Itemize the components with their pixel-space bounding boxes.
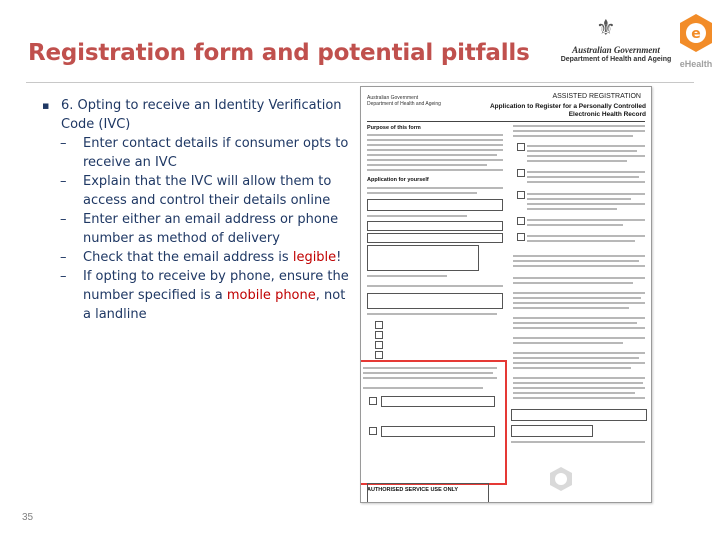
form-text-line bbox=[513, 260, 639, 262]
form-checkbox bbox=[369, 397, 377, 405]
ehealth-logo-label: eHealth bbox=[679, 59, 713, 69]
form-field-box bbox=[367, 199, 503, 211]
form-text-line bbox=[527, 235, 645, 237]
form-checkbox bbox=[517, 143, 525, 151]
form-text-line bbox=[513, 135, 633, 137]
form-text-line bbox=[527, 181, 645, 183]
form-text-line bbox=[367, 134, 503, 136]
form-header-rule bbox=[367, 121, 645, 122]
form-text-line bbox=[513, 352, 645, 354]
form-field-box bbox=[367, 245, 479, 271]
form-field-box bbox=[367, 233, 503, 243]
dash-bullet-icon: – bbox=[60, 269, 67, 284]
form-checkbox bbox=[369, 427, 377, 435]
ehealth-mark-icon bbox=[676, 12, 716, 58]
form-text-line bbox=[513, 367, 631, 369]
form-checkbox bbox=[517, 191, 525, 199]
form-text-line bbox=[527, 193, 645, 195]
form-text-line bbox=[513, 265, 645, 267]
form-checkbox bbox=[517, 169, 525, 177]
form-text-line bbox=[513, 357, 639, 359]
form-text-line bbox=[527, 208, 617, 210]
sub-bullet-text: If opting to receive by phone, ensure the number specified is a bbox=[83, 269, 349, 303]
form-text-line bbox=[513, 302, 645, 304]
form-text-line bbox=[513, 282, 633, 284]
dash-bullet-icon: – bbox=[60, 136, 67, 151]
form-text-line bbox=[527, 203, 645, 205]
form-text-line bbox=[367, 154, 497, 156]
form-text-line bbox=[367, 169, 503, 171]
highlighted-word: legible bbox=[292, 250, 337, 265]
form-text-line bbox=[363, 367, 497, 369]
form-agency-logo bbox=[367, 95, 441, 107]
form-field-box bbox=[381, 426, 495, 437]
form-text-line bbox=[513, 307, 629, 309]
form-text-line bbox=[527, 160, 627, 162]
form-checkbox bbox=[375, 351, 383, 359]
sub-bullet-text: Explain that the IVC will allow them to access and control their details online bbox=[83, 174, 332, 208]
form-section-purpose: Purpose of this form bbox=[367, 125, 421, 131]
highlighted-word: mobile phone bbox=[226, 288, 316, 303]
ehealth-logo bbox=[676, 12, 716, 70]
ivc-section-highlight bbox=[360, 360, 507, 485]
form-text-line bbox=[367, 275, 447, 277]
form-agency-line1: Australian Government bbox=[367, 95, 419, 101]
form-text-line bbox=[511, 441, 645, 443]
sub-bullet bbox=[42, 248, 352, 267]
coat-of-arms-icon: ⚜ bbox=[596, 16, 616, 41]
form-field-box bbox=[367, 293, 503, 309]
sub-bullet bbox=[42, 172, 352, 210]
form-text-line bbox=[513, 387, 645, 389]
form-field-box bbox=[511, 425, 593, 437]
form-text-line bbox=[513, 397, 645, 399]
form-text-line bbox=[367, 139, 503, 141]
form-text-line bbox=[527, 155, 645, 157]
bullet-list bbox=[42, 96, 352, 324]
form-text-line bbox=[527, 176, 639, 178]
form-text-line bbox=[367, 149, 503, 151]
form-field-box bbox=[511, 409, 647, 421]
form-text-line bbox=[363, 372, 493, 374]
form-text-line bbox=[513, 317, 645, 319]
sub-bullet bbox=[42, 267, 352, 324]
form-section-application: Application for yourself bbox=[367, 177, 429, 183]
form-text-line bbox=[513, 322, 637, 324]
sub-bullet-text: Check that the email address is bbox=[83, 250, 293, 265]
form-agency-line2: Department of Health and Ageing bbox=[367, 101, 441, 107]
form-header-small: ASSISTED REGISTRATION bbox=[552, 93, 641, 100]
form-text-line bbox=[513, 392, 635, 394]
form-header-title: Application to Register for a Personally Controlled Electronic Health Record bbox=[489, 103, 646, 118]
form-text-line bbox=[367, 144, 503, 146]
form-field-box bbox=[367, 483, 489, 503]
sub-bullet-text: Enter either an email address or phone number as method of delivery bbox=[83, 212, 339, 246]
form-text-line bbox=[367, 192, 477, 194]
form-text-line bbox=[513, 297, 641, 299]
page-number: 35 bbox=[22, 512, 34, 523]
form-text-line bbox=[367, 187, 503, 189]
form-text-line bbox=[367, 159, 503, 161]
form-checkbox bbox=[375, 321, 383, 329]
form-field-box bbox=[367, 221, 503, 231]
form-checkbox bbox=[517, 217, 525, 225]
form-text-line bbox=[527, 150, 637, 152]
sub-bullet-text-end: ! bbox=[336, 250, 342, 265]
form-section-authorised: AUTHORISED SERVICE USE ONLY bbox=[367, 487, 459, 493]
form-text-line bbox=[527, 171, 645, 173]
government-logo-line1: Australian Government bbox=[572, 45, 660, 55]
form-text-line bbox=[513, 292, 645, 294]
svg-text:e: e bbox=[691, 26, 701, 42]
form-text-line bbox=[367, 313, 497, 315]
bullet-heading bbox=[42, 96, 352, 134]
form-text-line bbox=[363, 387, 483, 389]
sub-bullet bbox=[42, 134, 352, 172]
form-text-line bbox=[513, 337, 645, 339]
government-logo bbox=[560, 18, 672, 66]
form-text-line bbox=[363, 377, 497, 379]
dash-bullet-icon: – bbox=[60, 250, 67, 265]
form-text-line bbox=[527, 240, 635, 242]
form-text-line bbox=[513, 342, 623, 344]
form-text-line bbox=[513, 327, 645, 329]
sub-bullet-text-end: , not a landline bbox=[83, 288, 346, 322]
form-text-line bbox=[513, 382, 643, 384]
form-text-line bbox=[527, 219, 645, 221]
form-text-line bbox=[527, 224, 623, 226]
form-text-line bbox=[527, 198, 631, 200]
bullet-heading-text: 6. Opting to receive an Identity Verification Code (IVC) bbox=[61, 98, 342, 132]
form-text-line bbox=[367, 215, 467, 217]
dash-bullet-icon: – bbox=[60, 212, 67, 227]
registration-form-image bbox=[360, 86, 652, 503]
form-text-line bbox=[367, 285, 503, 287]
government-logo-line2: Department of Health and Ageing bbox=[560, 56, 672, 63]
dash-bullet-icon: – bbox=[60, 174, 67, 189]
form-checkbox bbox=[375, 331, 383, 339]
form-text-line bbox=[513, 277, 645, 279]
form-checkbox bbox=[517, 233, 525, 241]
form-field-box bbox=[381, 396, 495, 407]
form-text-line bbox=[513, 255, 645, 257]
form-text-line bbox=[513, 377, 645, 379]
sub-bullet bbox=[42, 210, 352, 248]
form-ehealth-icon bbox=[547, 465, 575, 493]
form-text-line bbox=[367, 164, 487, 166]
square-bullet-icon: ▪ bbox=[42, 99, 50, 112]
form-text-line bbox=[513, 362, 645, 364]
sub-bullet-text: Enter contact details if consumer opts to receive an IVC bbox=[83, 136, 349, 170]
slide-title: Registration form and potential pitfalls bbox=[28, 40, 530, 66]
title-divider bbox=[26, 82, 694, 83]
form-text-line bbox=[513, 130, 645, 132]
form-text-line bbox=[513, 125, 645, 127]
form-checkbox bbox=[375, 341, 383, 349]
form-text-line bbox=[527, 145, 645, 147]
